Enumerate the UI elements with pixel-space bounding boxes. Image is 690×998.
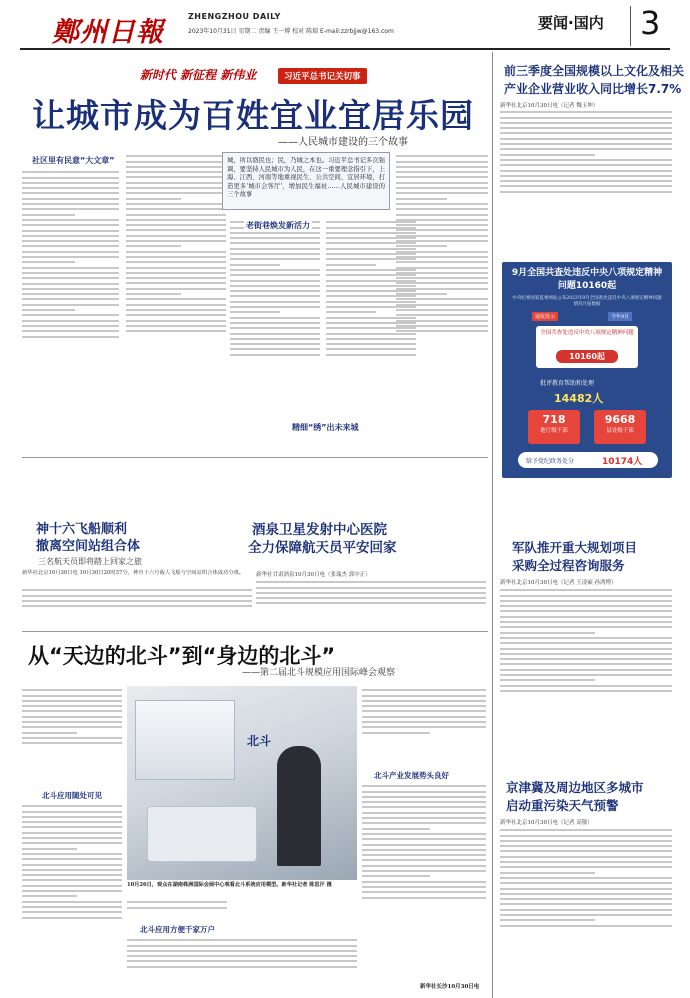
section-a-heading: 社区里有民意“大文章” xyxy=(32,156,115,165)
graphic-title: 9月全国共查处违反中央八项规定精神问题10160起 xyxy=(511,268,663,291)
right-bottom-byline: 新华社北京10月30日电（记者 高敬） xyxy=(500,820,593,826)
lead-subhead: ——人民城市建设的三个故事 xyxy=(278,137,408,148)
photo-tag: 北斗 xyxy=(247,734,272,748)
masthead xyxy=(0,0,690,58)
paper-name-en: ZHENGZHOU DAILY xyxy=(188,12,281,21)
row-divider-2 xyxy=(22,631,488,632)
topic-banner xyxy=(120,65,390,85)
stat2-label: 县处级干部 xyxy=(606,428,634,434)
graphic-sub: 中央纪委国家监委网站公布2023年9月全国查处违反中央八项规定精神问题情况月报数据 xyxy=(512,296,662,307)
graphic-stat1 xyxy=(528,410,580,444)
graphic-total-panel xyxy=(536,326,638,368)
right-top-body xyxy=(500,108,672,248)
lead-col-2 xyxy=(126,152,226,448)
punished-value: 10174人 xyxy=(602,457,643,467)
lead-col-4 xyxy=(396,152,488,448)
photo-model xyxy=(147,806,257,862)
beidou-byline-end: 新华社长沙10月30日电 xyxy=(420,984,480,990)
beidou-caption: 10月26日，观众在湖南株洲国际会展中心观看北斗系统应用模型。新华社记者 陈思汗 摄 xyxy=(127,882,332,888)
right-top-byline: 新华社北京10月30日电（记者 魏玉坤） xyxy=(500,103,599,109)
photo-person xyxy=(277,746,321,866)
stat2-value: 9668 xyxy=(604,413,636,426)
beidou-col-1 xyxy=(22,686,122,786)
issue-line: 2023年10月31日 星期二 责编 王一博 校对 陈瑞 E-mail:zzrbjjw@163.com xyxy=(188,28,394,35)
jiuquan-headline-2: 全力保障航天员平安回家 xyxy=(248,540,397,556)
graphic-stat2 xyxy=(594,410,646,444)
beidou-col-1b xyxy=(22,802,122,992)
shenzhou-subhead: 三名航天员即将踏上回家之旅 xyxy=(38,557,142,566)
graphic-punish-value: 14482人 xyxy=(554,392,604,405)
lead-col-1 xyxy=(22,168,119,448)
beidou-headline: 从“天边的北斗”到“身边的北斗” xyxy=(28,644,336,668)
shenzhou-headline-1: 神十六飞船顺利 xyxy=(36,522,128,537)
beidou-col-2 xyxy=(127,898,227,920)
graphic-legend-b: 今年9月 xyxy=(608,312,632,321)
banner-slogan: 新时代 新征程 新伟业 xyxy=(140,68,257,82)
jiuquan-byline: 新华社甘肃酒泉10月30日电（张瑞杰 郭中正） xyxy=(256,572,371,578)
graphic-punished-bar xyxy=(518,452,658,468)
right-mid-headline-2: 采购全过程咨询服务 xyxy=(512,558,625,573)
jiuquan-headline-1: 酒泉卫星发射中心医院 xyxy=(252,522,387,538)
lead-headline: 让城市成为百姓宜业宜居乐园 xyxy=(32,96,474,135)
section-label: 要闻·国内 xyxy=(538,14,604,32)
stat1-label: 地厅级干部 xyxy=(540,428,568,434)
right-bottom-body xyxy=(500,826,672,992)
right-mid-byline: 新华社北京10月30日电（记者 王凌硕 孙鸿博） xyxy=(500,580,617,586)
section-divider xyxy=(630,6,631,46)
quote-box xyxy=(222,152,390,210)
shenzhou-byline: 新华社北京10月30日电 10月30日20时37分，神舟十六号载人飞船与空间站组合体成功分离。 xyxy=(22,570,245,576)
right-top-headline-1: 前三季度全国规模以上文化及相关 xyxy=(504,64,685,78)
lead-col-2b xyxy=(230,218,320,448)
inspection-graphic xyxy=(502,262,672,478)
right-mid-body xyxy=(500,586,672,762)
section-b-heading: 老街巷焕发新活力 xyxy=(246,221,310,230)
masthead-rule xyxy=(20,48,670,50)
beidou-photo xyxy=(127,686,357,880)
stat1-value: 718 xyxy=(542,413,566,426)
banner-badge: 习近平总书记关切事 xyxy=(278,68,367,84)
right-bottom-headline-2: 启动重污染天气预警 xyxy=(506,798,619,813)
graphic-punish-label: 批评教育帮助和处理 xyxy=(540,380,595,387)
shenzhou-headline-2: 撤离空间站组合体 xyxy=(36,539,141,554)
beidou-subhead: ——第二届北斗规模应用国际峰会观察 xyxy=(242,668,396,678)
jiuquan-body xyxy=(256,578,486,626)
photo-screen xyxy=(135,700,235,780)
beidou-section-b: 北斗应用方便千家万户 xyxy=(140,925,215,934)
vertical-divider xyxy=(492,52,493,998)
beidou-col-3b xyxy=(362,782,486,978)
shenzhou-body xyxy=(22,586,252,626)
right-mid-headline-1: 军队推开重大规划项目 xyxy=(512,540,638,555)
beidou-col-3 xyxy=(362,686,486,766)
page-number: 3 xyxy=(640,4,661,42)
beidou-col-2b xyxy=(127,936,357,992)
punished-label: 给予党纪政务处分 xyxy=(526,458,575,465)
quote-text: 城，所以盛民也；民，乃城之本也。习近平总书记多次强调，要坚持人民城市为人民，在这一重要理念指引下，上海、江西、河南等地重视民生、公共空间、宜居环境，打造更多'城市会客厅'，增加民生福祉……人民城市建设的三个故事 xyxy=(227,157,385,198)
row-divider-1 xyxy=(22,457,488,458)
beidou-section-c: 北斗产业发展势头良好 xyxy=(374,771,449,780)
right-top-headline-2: 产业企业营业收入同比增长7.7% xyxy=(504,82,682,96)
graphic-total-label: 全国共查处违反中央八项规定精神问题 xyxy=(540,330,634,336)
graphic-total-value: 10160起 xyxy=(556,350,618,363)
graphic-legend-a: 通报批示 xyxy=(532,312,558,321)
beidou-section-a: 北斗应用随处可见 xyxy=(42,791,102,800)
right-bottom-headline-1: 京津冀及周边地区多城市 xyxy=(506,780,644,795)
section-c-heading: 精细“绣”出未来城 xyxy=(292,423,359,432)
masthead-logo: 鄭州日報 xyxy=(52,17,164,48)
